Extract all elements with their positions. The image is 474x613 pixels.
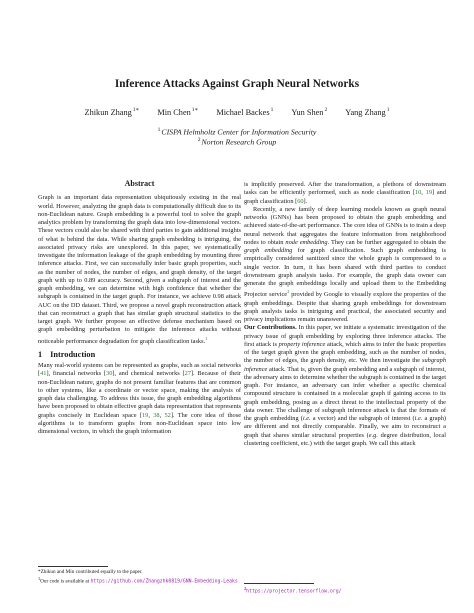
citation-link[interactable]: 60 (297, 197, 304, 205)
affiliation: $^2$Norton Research Group (197, 137, 277, 147)
paragraph: is implicitly preserved. After the transformation, a plethora of downstream tasks can be efficiently performed, such as node classification [10, 19] and graph classification [60]. (244, 181, 446, 205)
run-in-heading: Our Contributions. (244, 324, 297, 332)
paragraph: Recently, a new family of deep learning models known as graph neural networks (GNNs) has been proposed to obtain the graph embedding and achieved state-of-the-art performance. The core idea of GNNs is to train a deep neural network that aggregates the feature information from neighborhood nodes to obtain node embedding. They can be further aggregated to obtain the graph embedding for graph classification. Such graph embedding is empirically considered sanitized since the whole graph is compressed to a single vector. In turn, it has been shared with third parties to conduct downstream graph analysis tasks. For example, the graph data owner can generate the graph embeddings locally and upload them to the Embedding Projector service$^2$ provided by Google to visually explore the properties of the graph embeddings. Despite that sharing graph embeddings for downstream graph analysis tasks is intriguing and practical, the associated security and privacy implications remain unanswered. (244, 205, 446, 324)
citation-link[interactable]: 19 (425, 189, 432, 197)
footnote-mark[interactable]: 1 (205, 335, 208, 341)
footnote: $^1$Our code is available at https://github.com/Zhangzhk0819/GNN-Embedding-Leaks (38, 575, 238, 585)
intro-paragraph: Many real-world systems can be represented as graphs, such as social networks [41], financial networks [30], and chemical networks [27]. Because of their non-Euclidean nature, graphs do not present familiar features that are common to other systems, like a coordinate or vector space, making the analysis of graph data challenging. To address this issue, the graph embedding algorithms have been proposed to obtain effective graph data representation that represents graphs concisely in Euclidean space [19, 38, 52]. The core idea of those algorithms is to transform graphs from non-Euclidean space into low dimensional vectors, in which the graph information (38, 362, 242, 436)
author: Zhikun Zhang$^{1∗}$ (84, 107, 140, 117)
author: Yun Shen$^2$ (291, 107, 328, 117)
footnote-rule (244, 583, 314, 584)
right-column (244, 181, 446, 448)
author: Yang Zhang$^1$ (345, 107, 390, 117)
paragraph: Our Contributions. In this paper, we initiate a systematic investigation of the privacy issue of graph embedding by exploring three inference attacks. The first attack is property inference attack, which aims to infer the basic properties of the target graph given the graph embedding, such as the number of nodes, the number of edges, the graph density, etc. We then investigate the subgraph inference attack. That is, given the graph embedding and a subgraph of interest, the adversary aims to determine whether the subgraph is contained in the target graph. For instance, an adversary can infer whether a specific chemical compound structure is contained in a molecular graph if gaining access to its graph embedding, posing as a direct threat to the intellectual property of the data owner. The challenge of subgraph inference attack is that the formats of the graph embedding (i.e. a vector) and the subgraph of interest (i.e. a graph) are different and not directly comparable. Finally, we aim to reconstruct a graph that shares similar structural properties (e.g. degree distribution, local clustering coefficient, etc.) with the target graph. We call this attack (244, 324, 446, 447)
code-link[interactable]: https://github.com/Zhangzhk0819/GNN-Embedding-Leaks (90, 579, 238, 585)
citation-link[interactable]: 27 (184, 370, 191, 378)
left-column (38, 180, 241, 436)
footnote: $^2$https://projector.tensorflow.org/ (244, 586, 342, 595)
projector-link[interactable]: https://projector.tensorflow.org/ (246, 589, 342, 595)
footnote: *Zhikun and Min contributed equally to the paper. (38, 569, 143, 575)
citation-link[interactable]: 30 (106, 370, 113, 378)
footnote-mark[interactable]: 2 (287, 289, 290, 295)
paper-title: Inference Attacks Against Graph Neural Networks (114, 78, 360, 90)
citation-link[interactable]: 38 (153, 411, 160, 419)
author-list (20, 107, 454, 117)
citation-link[interactable]: 19 (141, 411, 149, 419)
citation-link[interactable]: 41 (40, 370, 47, 378)
section-heading: 1 Introduction (38, 349, 96, 359)
citation-link[interactable]: 10 (414, 189, 422, 197)
abstract-text: Graph is an important data representation ubiquitously existing in the real world. However, analyzing the graph data is computationally difficult due to its non-Euclidean nature. Graph embedding is a powerful tool to solve the graph analytics problem by transforming the graph data into low-dimensional vectors. These vectors could also be shared with third parties to gain additional insights of what is behind the data. While sharing graph embedding is intriguing, the associated privacy risks are unexplored. In this paper, we systematically investigate the information leakage of the graph embedding by mounting three inference attacks. First, we can successfully infer basic graph properties, such as the number of nodes, the number of edges, and graph density, of the target graph with up to 0.89 accuracy. Second, given a subgraph of interest and the graph embedding, we can determine with high confidence that whether the subgraph is contained in the target graph. For instance, we achieve 0.98 attack AUC on the DD dataset. Third, we propose a novel graph reconstruction attack that can reconstruct a graph that has similar graph structural statistics to the target graph. We further propose an effective defense mechanism based on graph embedding perturbation to mitigate the inference attacks without noticeable performance degradation for graph classification tasks.$^1$ (38, 194, 241, 345)
author: Michael Backes$^1$ (216, 107, 274, 117)
footnote-rule (38, 566, 108, 567)
footnotes-left (38, 566, 241, 586)
author: Min Chen$^{1∗}$ (157, 107, 199, 117)
footnotes-right (244, 583, 446, 595)
citation-link[interactable]: 52 (164, 411, 171, 419)
affiliation: $^1$CISPA Helmholtz Center for Information Security (157, 127, 317, 137)
abstract-heading: Abstract (124, 179, 155, 188)
